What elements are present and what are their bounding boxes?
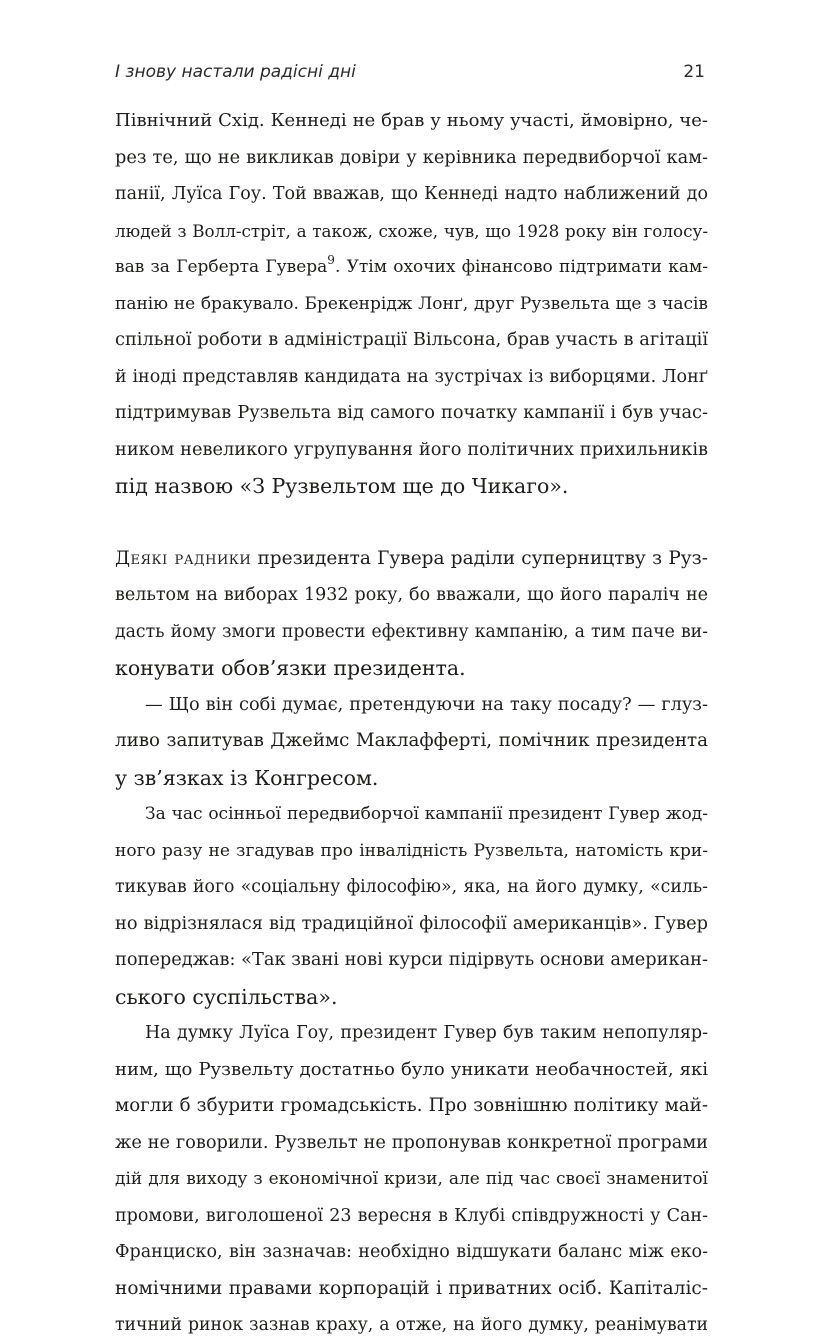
text-line: ником невеликого угрупування його політичних прихильників — [115, 439, 708, 460]
text-line: людей з Волл-стріт, а також, схоже, чув, що 1928 року він голосу- — [115, 220, 708, 241]
section-lead-in: Деякі радники — [115, 547, 252, 569]
text-line: могли б збурити громадськість. Про зовнішню політику май- — [115, 1095, 708, 1116]
text-line: ного разу не згадував про інвалідність Рузвельта, натомість кри- — [115, 840, 708, 861]
text-line: дій для виходу з економічної кризи, але під час своєї знаменитої — [115, 1169, 708, 1189]
text-fragment: президента Гувера раділи суперництву з Руз- — [251, 547, 708, 569]
text-line: За час осінньої передвиборчої кампанії президент Гувер жод- — [145, 804, 708, 824]
text-line: підтримував Рузвельта від самого початку кампанії і був учас- — [115, 403, 708, 423]
text-line: — Що він собі думає, претендуючи на таку посаду? — глуз- — [145, 694, 708, 715]
text-line: й іноді представляв кандидата на зустрічах із виборцями. Лонґ — [115, 366, 708, 387]
text-line: Франциско, він зазначав: необхідно відшукати баланс між еко- — [115, 1242, 708, 1262]
text-line: дасть йому змоги провести ефективну кампанію, а тим паче ви- — [115, 621, 708, 642]
text-fragment: . Утім охочих фінансово підтримати кам- — [334, 257, 708, 277]
text-line: ним, що Рузвельту достатньо було уникати необачностей, які — [115, 1058, 708, 1080]
page-header — [115, 62, 705, 82]
text-line: но відрізнялася від традиційної філософії американців». Гувер — [115, 913, 708, 934]
section-first-line — [115, 541, 708, 578]
text-line: конувати обов’язки президента. — [115, 656, 466, 680]
text-line: ливо запитував Джеймс Маклафферті, помічник президента — [115, 730, 708, 751]
running-title: І знову настали радісні дні — [115, 62, 356, 82]
text-line-with-footnote — [115, 249, 708, 286]
text-line: під назвою «З Рузвельтом ще до Чикаго». — [115, 474, 569, 498]
text-line: у зв’язках із Конгресом. — [115, 765, 379, 790]
text-line: попереджав: «Так звані нові курси підірвуть основи американ- — [115, 950, 708, 970]
text-line: спільної роботи в адміністрації Вільсона, брав участь в агітації — [115, 330, 708, 350]
page-number: 21 — [683, 62, 705, 82]
text-line: панії, Луїса Гоу. Той вважав, що Кеннеді надто наближений до — [115, 184, 708, 204]
text-line: ського суспільства». — [115, 984, 338, 1009]
text-line: вельтом на виборах 1932 року, бо вважали, що його параліч не — [115, 585, 708, 605]
text-line: панію не бракувало. Брекенрідж Лонґ, друг Рузвельта ще з часів — [115, 293, 708, 314]
text-line: тикував його «соціальну філософію», яка, на його думку, «силь- — [115, 877, 708, 897]
text-line: номічними правами корпорацій і приватних осіб. Капіталіс- — [115, 1277, 708, 1299]
text-line: Північний Схід. Кеннеді не брав у ньому участі, ймовірно, че- — [115, 110, 708, 131]
text-line: же не говорили. Рузвельт не пропонував конкретної програми — [115, 1132, 708, 1153]
text-line: тичний ринок зазнав краху, а отже, на його думку, реанімувати — [115, 1315, 708, 1335]
text-line: На думку Луїса Гоу, президент Гувер був таким непопуляр- — [145, 1023, 708, 1043]
body-text — [115, 103, 708, 1344]
text-line: рез те, що не викликав довіри у керівника передвиборчої кам- — [115, 147, 708, 168]
text-fragment: вав за Герберта Гувера — [115, 257, 328, 277]
footnote-reference: 9 — [327, 253, 335, 267]
text-line: промови, виголошеної 23 вересня в Клубі співдружності у Сан- — [115, 1205, 708, 1226]
